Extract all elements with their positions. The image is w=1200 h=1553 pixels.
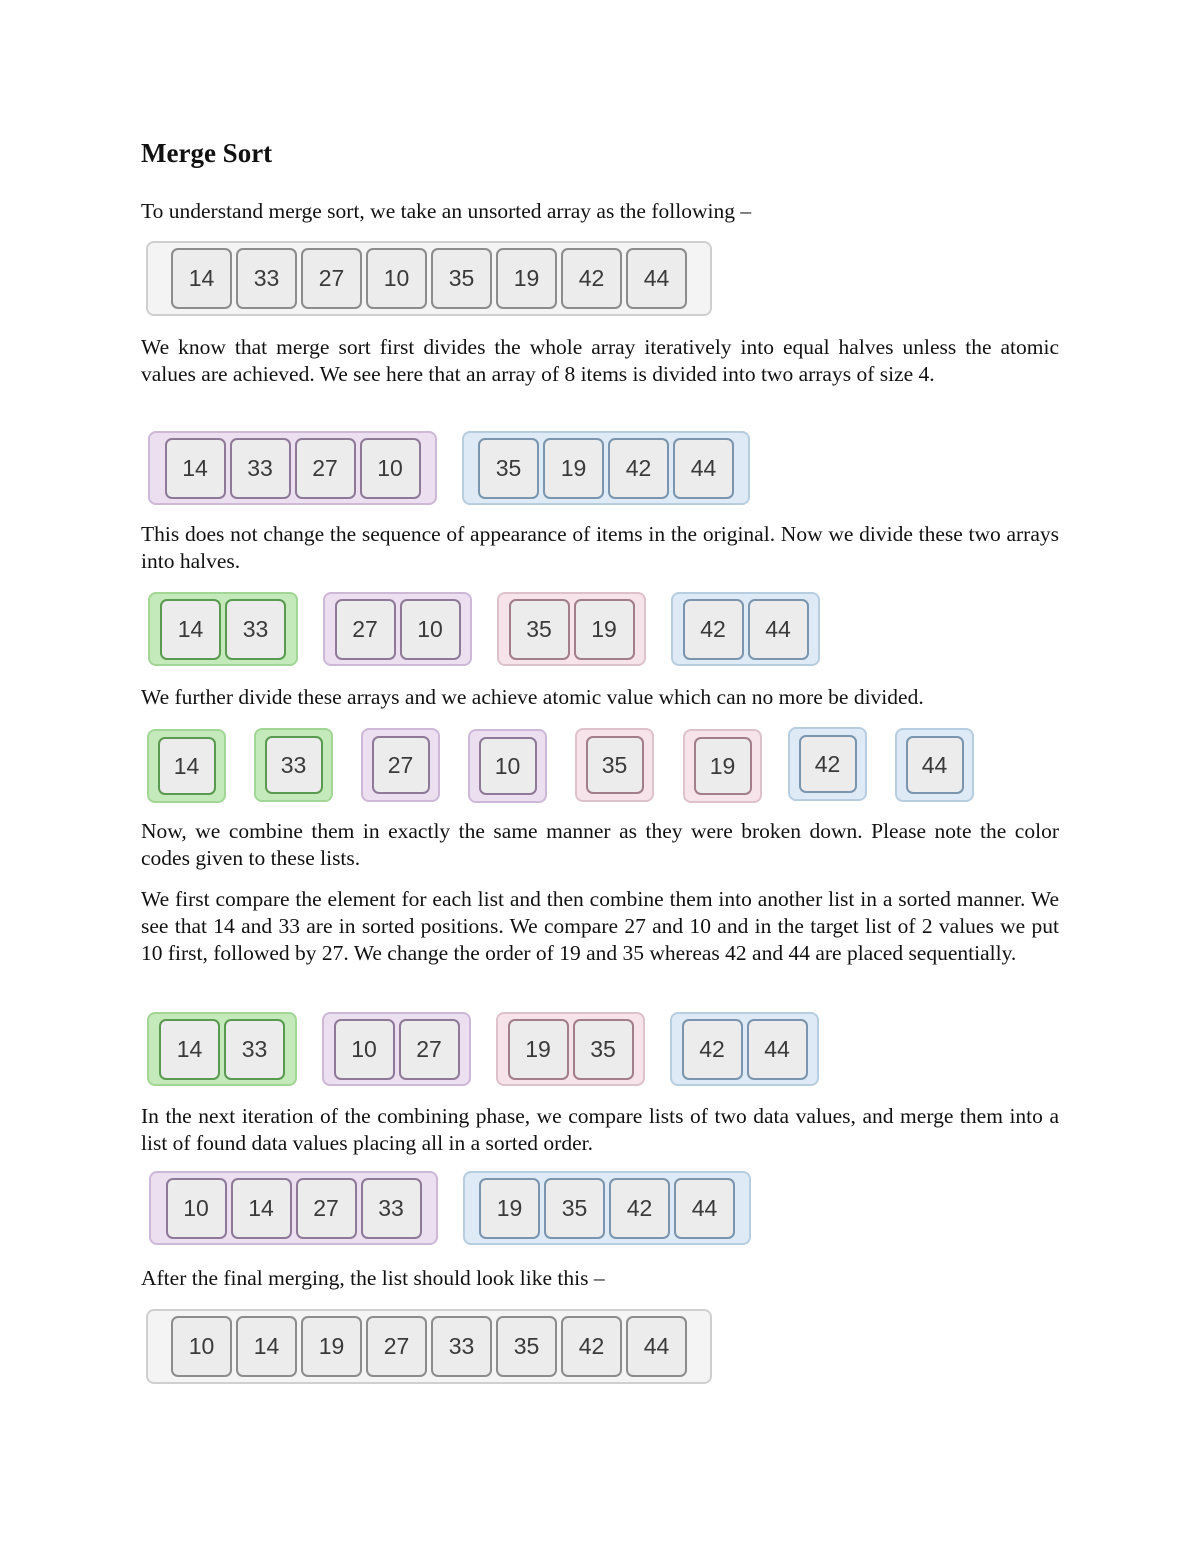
array-cell: 14 (236, 1316, 297, 1377)
final-sorted-array (146, 1309, 712, 1384)
array-cell: 42 (561, 1316, 622, 1377)
array-cell: 35 (431, 248, 492, 309)
array-cell: 35 (586, 736, 644, 794)
array-cell: 35 (509, 599, 570, 660)
array-cell: 19 (508, 1019, 569, 1080)
atomic-array-1 (147, 729, 226, 803)
atomic-array-2 (254, 728, 333, 802)
array-cell: 33 (431, 1316, 492, 1377)
array-cell: 14 (160, 599, 221, 660)
array-cell: 19 (496, 248, 557, 309)
array-cell: 44 (747, 1019, 808, 1080)
atomic-paragraph: We further divide these arrays and we achieve atomic value which can no more be divided. (141, 685, 924, 709)
array-cell: 44 (674, 1178, 735, 1239)
intro-paragraph: To understand merge sort, we take an unsorted array as the following – (141, 199, 752, 223)
array-cell: 14 (158, 737, 216, 795)
array-cell: 10 (479, 737, 537, 795)
array-cell: 10 (400, 599, 461, 660)
array-cell: 42 (608, 438, 669, 499)
merged-four-left (149, 1171, 438, 1245)
array-cell: 35 (573, 1019, 634, 1080)
compare-paragraph: We first compare the element for each list and then combine them into another list in a sorted manner. We see that 14 and 33 are in sorted positions. We compare 27 and 10 and in the target list of 2 values we put 10 first, followed by 27. We change the order of 19 and 35 whereas 42 and 44 are placed sequentially. (141, 887, 1059, 965)
merged-pair-3 (496, 1012, 645, 1086)
merged-four-right (463, 1171, 751, 1245)
quarter-array-4 (671, 592, 820, 666)
array-cell: 35 (544, 1178, 605, 1239)
array-cell: 19 (694, 737, 752, 795)
atomic-array-6 (683, 729, 762, 803)
array-cell: 14 (231, 1178, 292, 1239)
atomic-array-5 (575, 728, 654, 802)
array-cell: 33 (224, 1019, 285, 1080)
array-cell: 14 (159, 1019, 220, 1080)
array-cell: 27 (296, 1178, 357, 1239)
array-cell: 44 (626, 1316, 687, 1377)
array-cell: 33 (230, 438, 291, 499)
unsorted-array (146, 241, 712, 316)
atomic-array-3 (361, 728, 440, 802)
array-cell: 33 (236, 248, 297, 309)
atomic-array-7 (788, 727, 867, 801)
array-cell: 27 (335, 599, 396, 660)
array-cell: 10 (366, 248, 427, 309)
array-cell: 27 (366, 1316, 427, 1377)
merged-pair-1 (147, 1012, 297, 1086)
array-cell: 42 (609, 1178, 670, 1239)
half-array-right (462, 431, 750, 505)
array-cell: 10 (171, 1316, 232, 1377)
array-cell: 27 (399, 1019, 460, 1080)
array-cell: 44 (626, 248, 687, 309)
array-cell: 42 (683, 599, 744, 660)
array-cell: 33 (225, 599, 286, 660)
atomic-array-8 (895, 728, 974, 802)
array-cell: 42 (561, 248, 622, 309)
array-cell: 35 (496, 1316, 557, 1377)
merged-pair-2 (322, 1012, 471, 1086)
final-paragraph: After the final merging, the list should look like this – (141, 1266, 605, 1290)
quarter-array-3 (497, 592, 646, 666)
quarter-array-1 (148, 592, 298, 666)
array-cell: 44 (906, 736, 964, 794)
merged-pair-4 (670, 1012, 819, 1086)
array-cell: 42 (682, 1019, 743, 1080)
array-cell: 27 (301, 248, 362, 309)
array-cell: 44 (748, 599, 809, 660)
array-cell: 14 (165, 438, 226, 499)
array-cell: 33 (265, 736, 323, 794)
array-cell: 19 (479, 1178, 540, 1239)
array-cell: 42 (799, 735, 857, 793)
array-cell: 14 (171, 248, 232, 309)
atomic-array-4 (468, 729, 547, 803)
array-cell: 44 (673, 438, 734, 499)
half-array-left (148, 431, 437, 505)
combine-paragraph: Now, we combine them in exactly the same manner as they were broken down. Please note the color codes given to these lists. (141, 819, 1059, 870)
quarter-array-2 (323, 592, 472, 666)
array-cell: 19 (574, 599, 635, 660)
divide-paragraph: We know that merge sort first divides the whole array iteratively into equal halves unless the atomic values are achieved. We see here that an array of 8 items is divided into two arrays of size 4. (141, 335, 1059, 386)
array-cell: 19 (301, 1316, 362, 1377)
array-cell: 10 (166, 1178, 227, 1239)
sequence-paragraph: This does not change the sequence of appearance of items in the original. Now we divide these two arrays into halves. (141, 522, 1059, 573)
array-cell: 27 (372, 736, 430, 794)
iteration-paragraph: In the next iteration of the combining phase, we compare lists of two data values, and merge them into a list of found data values placing all in a sorted order. (141, 1104, 1059, 1155)
array-cell: 27 (295, 438, 356, 499)
page-title: Merge Sort (141, 138, 273, 168)
array-cell: 10 (334, 1019, 395, 1080)
array-cell: 35 (478, 438, 539, 499)
array-cell: 19 (543, 438, 604, 499)
array-cell: 33 (361, 1178, 422, 1239)
array-cell: 10 (360, 438, 421, 499)
